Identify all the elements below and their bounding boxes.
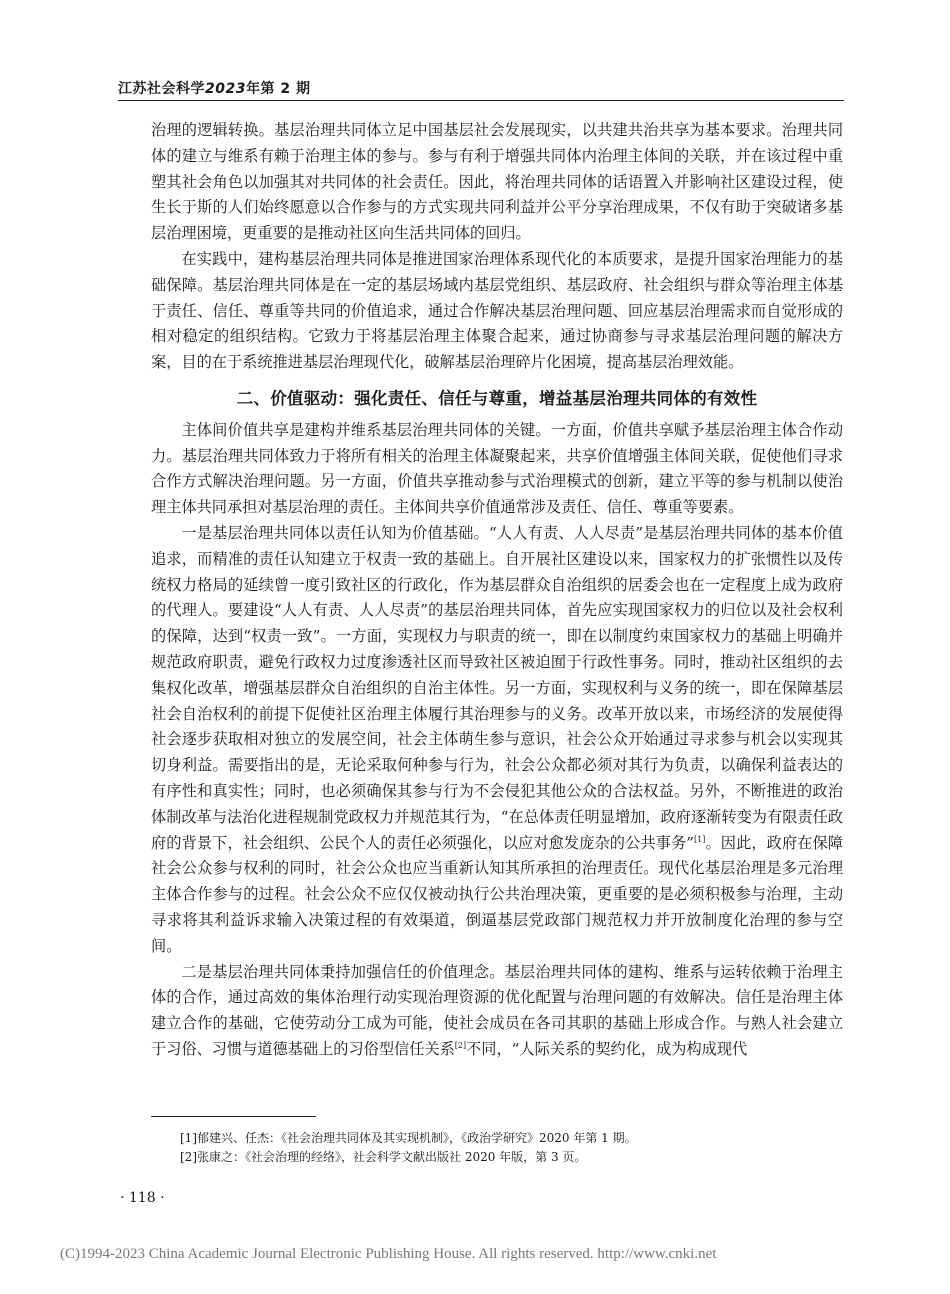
header-rule	[118, 100, 844, 101]
footnote-2: [2]张康之：《社会治理的经络》，社会科学文献出版社 2020 年版，第 3 页。	[180, 1150, 587, 1164]
paragraph-continued: 治理的逻辑转换。基层治理共同体立足中国基层社会发展现实，以共建共治共享为基本要求。治理共同体的建立与维系有赖于治理主体的参与。参与有利于增强共同体内治理主体间的关联，并在该过程中重塑其社会角色以加强其对共同体的社会责任。因此，将治理共同体的话语置入并影响社区建设过程，使生长于斯的人们始终愿意以合作参与的方式实现共同利益并公平分享治理成果，不仅有助于突破诸多基层治理困境，更重要的是推动社区向生活共同体的回归。	[151, 121, 843, 243]
paragraph	[151, 521, 843, 960]
paragraph-text: 不同，“人际关系的契约化，成为构成现代	[466, 1039, 748, 1058]
paragraph-text: 一是基层治理共同体以责任认知为价值基础。“人人有责、人人尽责”是基层治理共同体的基本价值追求，而精准的责任认知建立于权责一致的基础上。自开展社区建设以来，国家权力的扩张惯性以及传统权力格局的延续曾一度引致社区的行政化，作为基层群众自治组织的居委会也在一定程度上成为政府的代理人。要建设“人人有责、人人尽责”的基层治理共同体，首先应实现国家权力的归位以及社会权利的保障，达到“权责一致”。一方面，实现权力与职责的统一，即在以制度约束国家权力的基础上明确并规范政府职责，避免行政权力过度渗透社区而导致社区被迫囿于行政性事务。同时，推动社区组织的去集权化改革，增强基层群众自治组织的自治主体性。另一方面，实现权利与义务的统一，即在保障基层社会自治权利的前提下促使社区治理主体履行其治理参与的义务。改革开放以来，市场经济的发展使得社会逐步获取相对独立的发展空间，社会主体萌生参与意识，社会公众开始通过寻求参与机会以实现其切身利益。需要指出的是，无论采取何种参与行为，社会公众都必须对其行为负责，以确保利益表达的有序性和真实性；同时，也必须确保其参与行为不会侵犯其他公众的合法权益。另外，不断推进的政治体制改革与法治化进程规制党政权力并规范其行为，“在总体责任明显增加，政府逐渐转变为有限责任政府的背景下，社会组织、公民个人的责任必须强化，以应对愈发庞杂的公共事务”	[151, 523, 843, 852]
article-body	[151, 118, 843, 1063]
paragraph: 在实践中，建构基层治理共同体是推进国家治理体系现代化的本质要求，是提升国家治理能力的基础保障。基层治理共同体是在一定的基层场域内基层党组织、基层政府、社会组织与群众等治理主体基于责任、信任、尊重等共同的价值追求，通过合作解决基层治理问题、回应基层治理需求而自觉形成的相对稳定的组织结构。它致力于将基层治理主体聚合起来，通过协商参与寻求基层治理问题的解决方案，目的在于系统推进基层治理现代化，破解基层治理碎片化困境，提高基层治理效能。	[151, 249, 843, 372]
copyright-notice: (C)1994-2023 China Academic Journal Electronic Publishing House. All rights reserved. http://www.cnki.net	[60, 1246, 717, 1262]
page-number: · 118 ·	[120, 1190, 165, 1206]
footnotes	[180, 1129, 637, 1167]
paragraph: 主体间价值共享是建构并维系基层治理共同体的关键。一方面，价值共享赋予基层治理主体合作动力。基层治理共同体致力于将所有相关的治理主体凝聚起来，共享价值增强主体间关联，促使他们寻求合作方式解决治理问题。另一方面，价值共享推动参与式治理模式的创新，建立平等的参与机制以使治理主体共同承担对基层治理的责任。主体间共享价值通常涉及责任、信任、尊重等要素。	[151, 420, 843, 517]
footnote-ref-2[interactable]: [2]	[454, 1040, 467, 1050]
paragraph-text: 。因此，政府在保障社会公众参与权利的同时，社会公众也应当重新认知其所承担的治理责任。现代化基层治理是多元治理主体合作参与的过程。社会公众不应仅仅被动执行公共治理决策，更重要的是必须积极参与治理，主动寻求将其利益诉求输入决策过程的有效渠道，倒逼基层党政部门规范权力并开放制度化治理的参与空间。	[151, 833, 844, 955]
journal-name: 江苏社会科学	[118, 81, 205, 97]
paragraph	[151, 960, 843, 1063]
paragraph-text: 二是基层治理共同体秉持加强信任的价值理念。基层治理共同体的建构、维系与运转依赖于治理主体的合作，通过高效的集体治理行动实现治理资源的优化配置与治理问题的有效解决。信任是治理主体建立合作的基础，它使劳动分工成为可能，使社会成员在各司其职的基础上形成合作。与熟人社会建立于习俗、习惯与道德基础上的习俗型信任关系	[151, 962, 843, 1058]
journal-year: 2023	[205, 81, 246, 97]
footnote-rule	[151, 1116, 316, 1117]
footnote-1: [1]郁建兴、任杰：《社会治理共同体及其实现机制》，《政治学研究》2020 年第 1 期。	[180, 1131, 637, 1145]
running-header	[118, 78, 310, 98]
journal-issue: 年第 2 期	[245, 81, 311, 97]
footnote-ref-1[interactable]: [1]	[694, 834, 706, 844]
section-heading: 二、价值驱动：强化责任、信任与尊重，增益基层治理共同体的有效性	[236, 388, 758, 408]
